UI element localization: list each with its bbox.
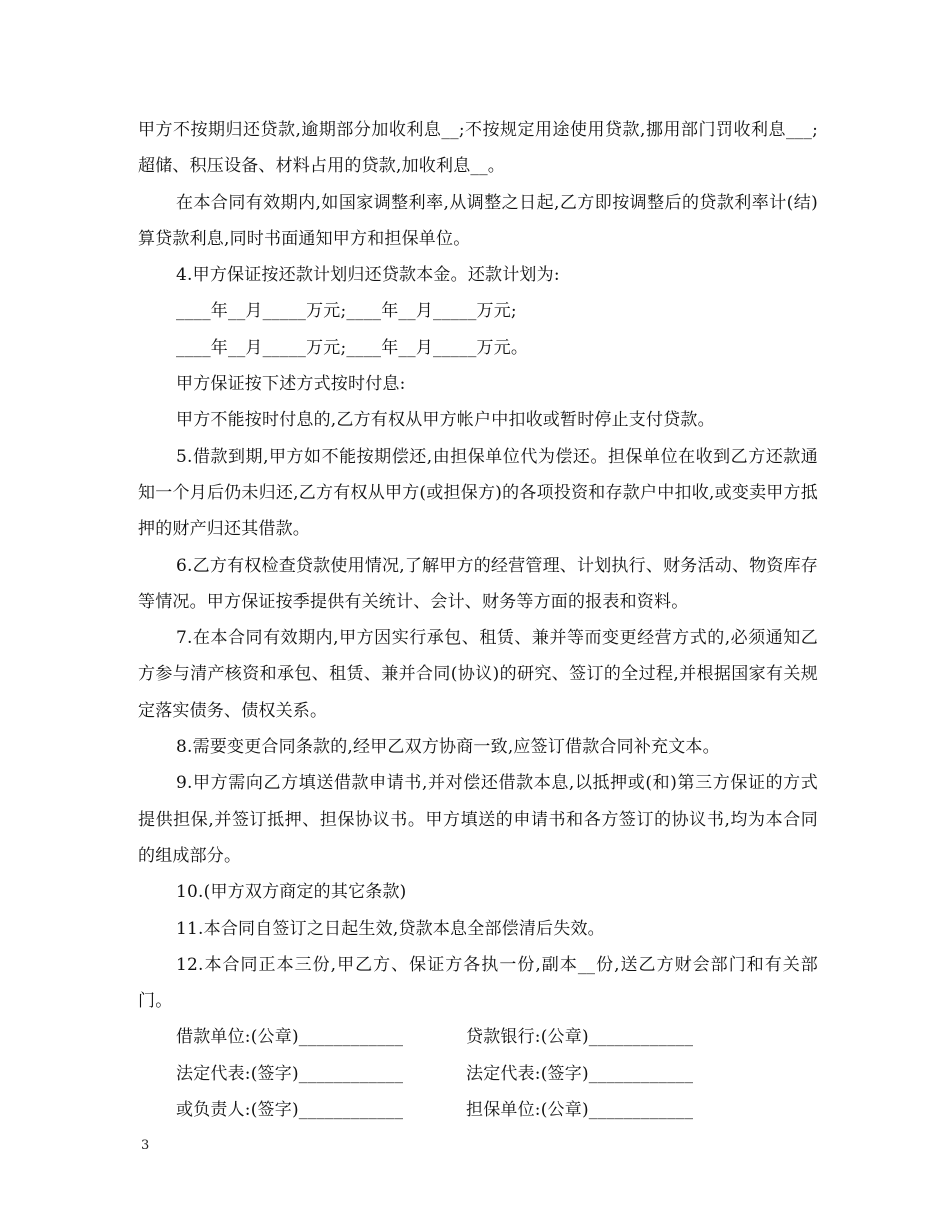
signature-row	[138, 1092, 818, 1128]
signature-row	[138, 1056, 818, 1092]
paragraph-clause-4: 4.甲方保证按还款计划归还贷款本金。还款计划为:	[176, 265, 560, 286]
paragraph-clause-5: 5.借款到期,甲方如不能按期偿还,由担保单位代为偿还。担保单位在收到乙方还款通知一个月后仍未归还,乙方有权从甲方(或担保方)的各项投资和存款户中扣收,或变卖甲方抵押的财产归还其借款。	[138, 446, 818, 540]
paragraph-interest-default: 甲方不能按时付息的,乙方有权从甲方帐户中扣收或暂时停止支付贷款。	[176, 410, 715, 431]
paragraph-clause-7: 7.在本合同有效期内,甲方因实行承包、租赁、兼并等而变更经营方式的,必须通知乙方参与清产核资和承包、租赁、兼并合同(协议)的研究、签订的全过程,并根据国家有关规定落实债务、债权关系。	[138, 628, 818, 721]
document-page	[138, 112, 818, 1128]
paragraph-penalty-interest: 甲方不按期归还贷款,逾期部分加收利息__;不按规定用途使用贷款,挪用部门罚收利息___;超储、积压设备、材料占用的贷款,加收利息__。	[138, 120, 818, 177]
signature-responsible-person: 或负责人:(签字)____________	[176, 1100, 404, 1121]
signature-borrower: 借款单位:(公章)____________	[176, 1027, 404, 1048]
paragraph-clause-9: 9.甲方需向乙方填送借款申请书,并对偿还借款本息,以抵押或(和)第三方保证的方式提供担保,并签订抵押、担保协议书。甲方填送的申请书和各方签订的协议书,均为本合同的组成部分。	[138, 773, 818, 866]
signature-row	[138, 1019, 818, 1055]
paragraph-clause-12: 12.本合同正本三份,甲乙方、保证方各执一份,副本__份,送乙方财会部门和有关部门。	[138, 954, 818, 1012]
paragraph-clause-10: 10.(甲方双方商定的其它条款)	[176, 882, 407, 903]
paragraph-clause-11: 11.本合同自签订之日起生效,贷款本息全部偿清后失效。	[176, 918, 605, 939]
signature-legal-rep-right: 法定代表:(签字)____________	[466, 1063, 694, 1084]
signature-legal-rep-left: 法定代表:(签字)____________	[176, 1063, 404, 1084]
repayment-plan-line-1: ____年__月_____万元;____年__月_____万元;	[176, 301, 517, 322]
signature-lender: 贷款银行:(公章)____________	[466, 1027, 694, 1048]
repayment-plan-line-2: ____年__月_____万元;____年__月_____万元。	[176, 337, 529, 358]
paragraph-clause-8: 8.需要变更合同条款的,经甲乙双方协商一致,应签订借款合同补充文本。	[176, 737, 720, 758]
signature-guarantor: 担保单位:(公章)____________	[466, 1100, 694, 1121]
paragraph-rate-adjustment: 在本合同有效期内,如国家调整利率,从调整之日起,乙方即按调整后的贷款利率计(结)算贷款利息,同时书面通知甲方和担保单位。	[138, 192, 818, 249]
paragraph-clause-6: 6.乙方有权检查贷款使用情况,了解甲方的经营管理、计划执行、财务活动、物资库存等情况。甲方保证按季提供有关统计、会计、财务等方面的报表和资料。	[138, 555, 818, 612]
paragraph-interest-method: 甲方保证按下述方式按时付息:	[176, 374, 406, 395]
page-number: 3	[141, 1138, 150, 1153]
